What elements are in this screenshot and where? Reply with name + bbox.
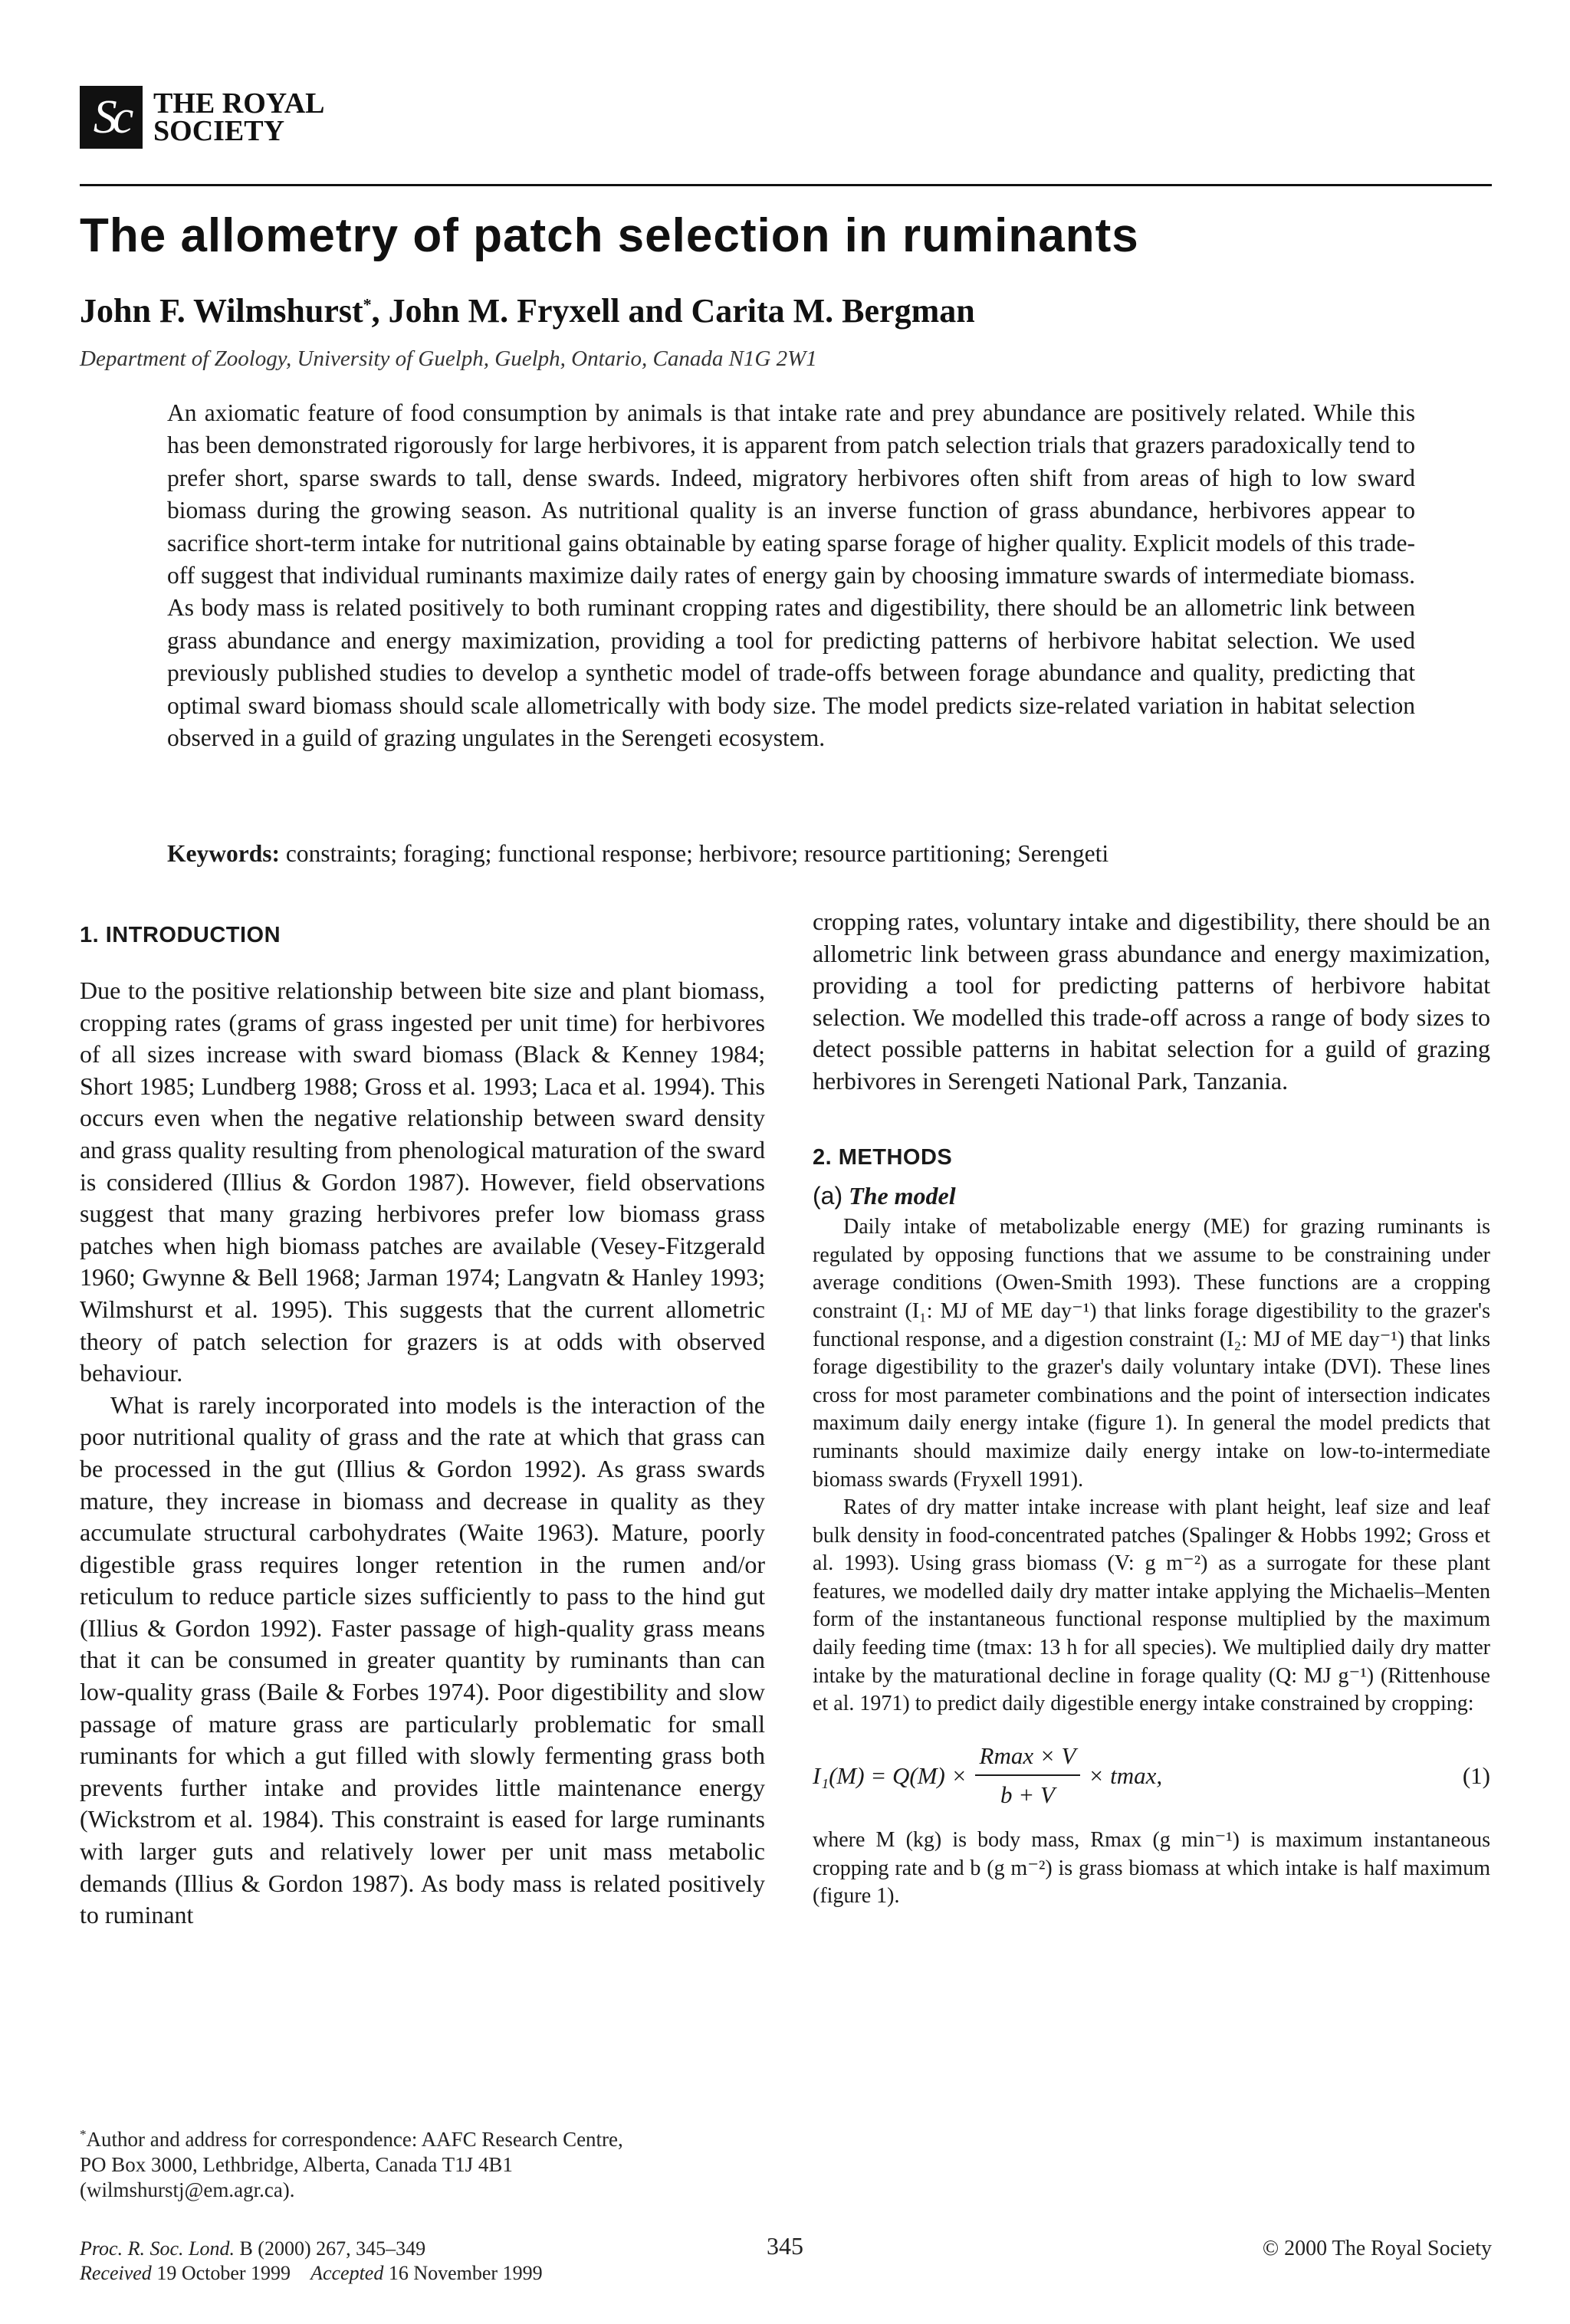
subheading-name: The model [849,1181,956,1210]
right-column [813,906,1490,1911]
equation-fraction [975,1740,1081,1811]
accepted-label: Accepted [310,2262,384,2284]
header-rule [80,184,1492,186]
subheading-label: (a) [813,1181,843,1210]
affiliation: Department of Zoology, University of Guelph, Guelph, Ontario, Canada N1G 2W1 [80,346,817,371]
accepted-date: 16 November 1999 [388,2262,543,2284]
logo-text [153,87,325,147]
logo-mark-icon: Sc [80,86,143,149]
equation-numerator: Rmax × V [975,1740,1081,1777]
intro-heading: 1. INTRODUCTION [80,923,281,947]
received-label: Received [80,2262,152,2284]
left-column [80,921,765,1932]
keywords [167,840,1470,868]
equation-number: (1) [1462,1761,1490,1789]
intro-paragraph-3: cropping rates, voluntary intake and digestibility, there should be an allometric link between grass abundance and energy maximization, providing a tool for predicting patterns of herbivore habitat selection. We modelled this trade-off across a range of body sizes to detect possible patterns in habitat selection for a guild of grazing herbivores in Serengeti National Park, Tanzania. [813,908,1490,1095]
journal-name: Proc. R. Soc. Lond. [80,2237,235,2260]
footnote-line-1: Author and address for correspondence: AAFC Research Centre, [86,2128,623,2151]
intro-paragraph-2: What is rarely incorporated into models is the interaction of the poor nutritional quality of grass and the rate at which that grass can be processed in the gut (Illius & Gordon 1992). As grass swards mature, they increase in biomass and decrease in quality as they accumulate structural carbohydrates (Waite 1963). Mature, poorly digestible grass requires longer retention in the rumen and/or reticulum to reduce particle sizes sufficiently to pass to the hind gut (Illius & Gordon 1992). Faster passage of high-quality grass means that it can be consumed in greater quantity by ruminants than can low-quality grass (Baile & Forbes 1974). Poor digestibility and slow passage of mature grass are particularly problematic for small ruminants for which a gut filled with slowly fermenting grass both prevents further intake and provides little maintenance energy (Wickstrom et al. 1984). This constraint is eased for large ruminants with larger guts and relatively lower per unit mass metabolic demands (Illius & Gordon 1987). As body mass is related positively to ruminant [80,1390,765,1929]
footnote-line-2: PO Box 3000, Lethbridge, Alberta, Canada T1J 4B1 [80,2153,513,2176]
abstract-text: An axiomatic feature of food consumption by animals is that intake rate and prey abundance are positively related. While this has been demonstrated rigorously for large herbivores, it is apparent from patch selection trials that grazers paradoxically tend to prefer short, sparse swards to tall, dense swards. Indeed, migratory herbivores often shift from areas of high to low sward biomass during the growing season. As nutritional quality is an inverse function of grass abundance, herbivores appear to sacrifice short-term intake for nutritional gains obtainable by eating sparse forage of higher quality. Explicit models of this trade-off suggest that individual ruminants maximize daily rates of energy gain by choosing immature swards of intermediate biomass. As body mass is related positively to both ruminant cropping rates and digestibility, there should be an allometric link between grass abundance and energy maximization, providing a tool for predicting patterns of herbivore habitat selection. We used previously published studies to develop a synthetic model of trade-offs between forage abundance and quality, predicting that optimal sward biomass should scale allometrically with body size. The model predicts size-related variation in habitat selection observed in a guild of grazing ungulates in the Serengeti ecosystem. [167,399,1415,752]
methods-heading: 2. METHODS [813,1144,953,1170]
received-date: 19 October 1999 [156,2262,291,2284]
logo-line-2: SOCIETY [153,115,285,147]
authors [80,291,975,330]
correspondence-footnote [80,2122,770,2203]
methods-paragraph-3: where M (kg) is body mass, Rmax (g min⁻¹) is maximum instantaneous cropping rate and b (g m⁻²) is grass biomass at which intake is half maximum (figure 1). [813,1828,1490,1909]
royal-society-logo [80,86,325,149]
methods-paragraph-2: Rates of dry matter intake increase with plant height, leaf size and leaf bulk density in food-concentrated patches (Spalinger & Hobbs 1992; Gross et al. 1993). Using grass biomass (V: g m⁻²) as a surrogate for these plant features, we modelled daily dry matter intake applying the Michaelis–Menten form of the instantaneous functional response multiplied by the maximum daily feeding time (tmax: 13 h for all species). We multiplied daily dry matter intake by the maturational decline in forage quality (Q: MJ g⁻¹) (Rittenhouse et al. 1971) to predict daily digestible energy intake constrained by cropping: [813,1495,1490,1716]
equation-denominator: b + V [1000,1781,1055,1809]
keywords-text: constraints; foraging; functional response; herbivore; resource partitioning; Serengeti [285,840,1109,867]
equation-rhs: × tmax, [1088,1761,1163,1789]
keywords-label: Keywords: [167,840,280,867]
intro-paragraph-1: Due to the positive relationship between bite size and plant biomass, cropping rates (grams of grass ingested per unit time) for herbivores of all sizes increase with sward biomass (Black & Kenney 1984; Short 1985; Lundberg 1988; Gross et al. 1993; Laca et al. 1994). This occurs even when the negative relationship between sward density and grass quality resulting from phenological maturation of the sward is considered (Illius & Gordon 1987). However, field observations suggest that many grazing herbivores prefer low biomass grass patches when high biomass patches are available (Vesey-Fitzgerald 1960; Gwynne & Bell 1968; Jarman 1974; Langvatn & Hanley 1993; Wilmshurst et al. 1995). This suggests that the current allometric theory of patch selection for grazers is at odds with observed behaviour. [80,977,765,1387]
equation-1 [813,1740,1490,1811]
page-number: 345 [767,2232,803,2260]
methods-paragraph-1: Daily intake of metabolizable energy (ME) for grazing ruminants is regulated by opposing functions that we assume to be constraining under average conditions (Owen-Smith 1993). These functions are a cropping constraint (I₁: MJ of ME day⁻¹) that links forage digestibility to the grazer's functional response, and a digestion constraint (I₂: MJ of ME day⁻¹) that links forage digestibility to the grazer's daily voluntary intake (DVI). These lines cross for most parameter combinations and the point of intersection indicates maximum daily energy intake (figure 1). In general the model predicts that ruminants should maximize daily energy intake on low-to-intermediate biomass swards (Fryxell 1991). [813,1215,1490,1492]
citation: B (2000) 267, 345–349 [239,2237,426,2260]
author-first: John F. Wilmshurst [80,292,363,330]
abstract [167,397,1415,754]
copyright: © 2000 The Royal Society [1262,2237,1492,2260]
author-rest: , John M. Fryxell and Carita M. Bergman [371,292,975,330]
equation-lhs: I₁(M) = Q(M) × [813,1761,967,1789]
equation-body [813,1740,1162,1811]
author-footnote-marker: * [363,294,372,314]
model-subheading [813,1180,1490,1213]
footnote-marker: * [80,2127,87,2142]
citation-footer [80,2237,543,2286]
logo-line-1: THE ROYAL [153,87,325,120]
footnote-line-3: (wilmshurstj@em.agr.ca). [80,2178,295,2201]
paper-title: The allometry of patch selection in ruminants [80,209,1139,262]
